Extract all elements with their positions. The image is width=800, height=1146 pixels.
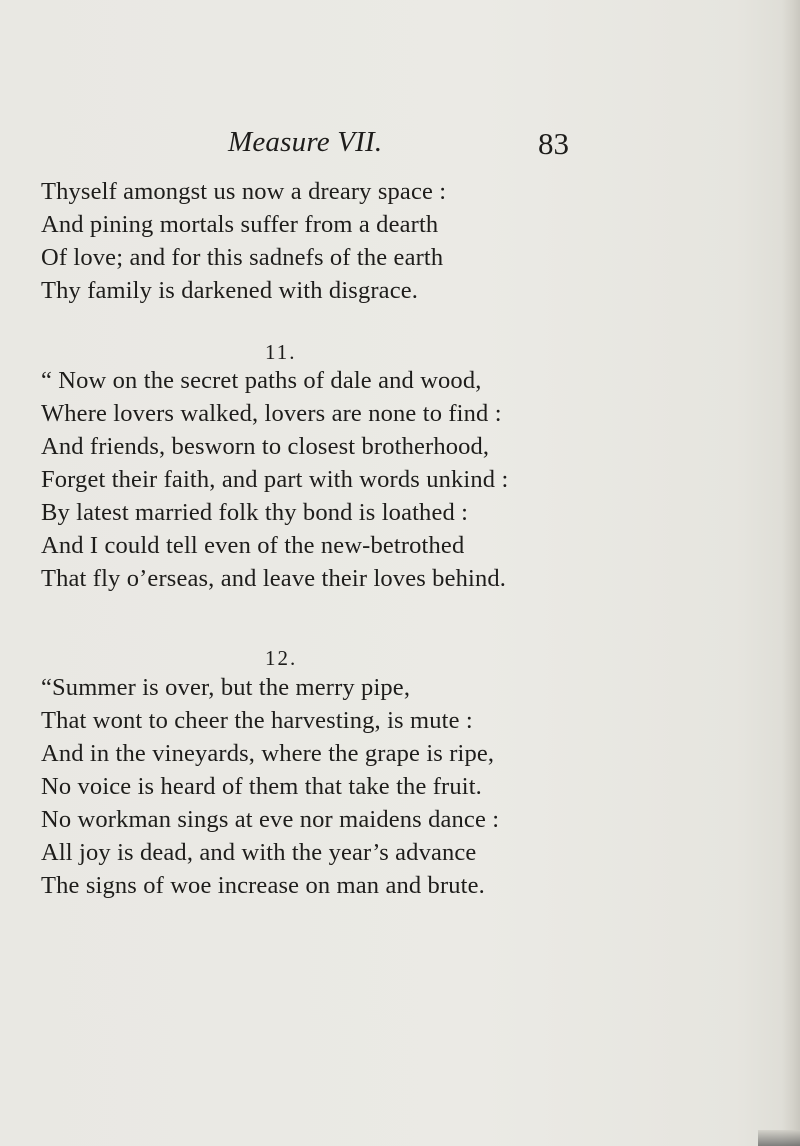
- verse-line: That wont to cheer the harvesting, is mute :: [41, 707, 473, 734]
- stanza-12: [41, 671, 601, 902]
- verse-line: Forget their faith, and part with words unkind :: [41, 466, 509, 493]
- verse-line: The signs of woe increase on man and brute.: [41, 872, 485, 899]
- stanza-number: 11.: [265, 340, 297, 364]
- verse-line: All joy is dead, and with the year’s advance: [41, 839, 477, 866]
- verse-line: Thy family is darkened with disgrace.: [41, 277, 419, 304]
- verse-line: Of love; and for this sadnefs of the earth: [41, 244, 444, 271]
- verse-line: No voice is heard of them that take the fruit.: [41, 773, 482, 800]
- verse-line: “ Now on the secret paths of dale and wood,: [41, 367, 482, 394]
- verse-line: Thyself amongst us now a dreary space :: [41, 178, 447, 205]
- verse-line: And in the vineyards, where the grape is ripe,: [41, 740, 495, 767]
- verse-line: No workman sings at eve nor maidens dance :: [41, 806, 500, 833]
- scan-corner-mark: [758, 1130, 800, 1146]
- running-head: Measure VII.: [228, 126, 383, 158]
- verse-line: And pining mortals suffer from a dearth: [41, 211, 439, 238]
- stanza-number: 12.: [265, 646, 298, 670]
- page-edge-shadow: [782, 0, 800, 1146]
- verse-line: By latest married folk thy bond is loathed :: [41, 499, 469, 526]
- stanza-continuation: [41, 175, 601, 307]
- verse-line: That fly o’erseas, and leave their loves behind.: [41, 565, 507, 592]
- page-number: 83: [538, 126, 569, 161]
- verse-line: And I could tell even of the new-betrothed: [41, 532, 465, 559]
- verse-line: And friends, besworn to closest brotherhood,: [41, 433, 490, 460]
- verse-line: Where lovers walked, lovers are none to find :: [41, 400, 502, 427]
- verse-line: “Summer is over, but the merry pipe,: [41, 674, 411, 701]
- stanza-11: [41, 364, 601, 595]
